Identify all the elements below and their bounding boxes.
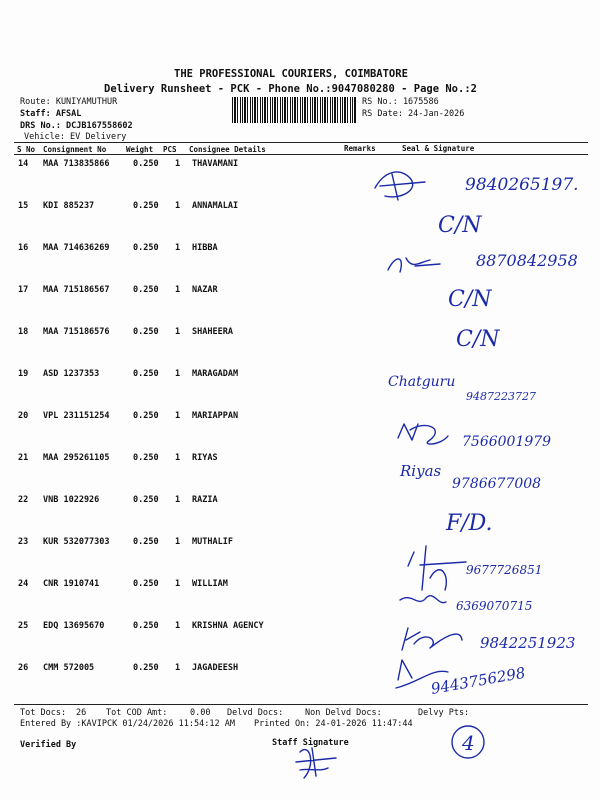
row-pcs: 1 [175,285,181,295]
row-consignment-no: EDQ 13695670 [43,621,105,631]
row-consignee: NAZAR [192,285,218,295]
printed-on: Printed On: 24-01-2026 11:47:44 [254,719,413,729]
staff-signature-label: Staff Signature [272,738,349,748]
delvy-pts-circle [452,726,484,758]
phone-row-21: 9786677008 [452,476,542,492]
row-sno: 20 [18,411,29,421]
row-pcs: 1 [175,201,181,211]
table-row [0,243,600,283]
drs-number: DRS No.: DCJB167558602 [20,121,133,131]
row-consignee: MUTHALIF [192,537,233,547]
row-consignment-no: MAA 715186567 [43,285,110,295]
tot-docs-label: Tot Docs: [20,708,67,718]
phone-row-26: 9443756298 [429,663,527,698]
row-consignee: HIBBA [192,243,218,253]
cn-row-18: C/N [456,327,500,352]
row-weight: 0.250 [133,369,159,379]
row-pcs: 1 [175,411,181,421]
table-row [0,663,600,703]
row-weight: 0.250 [133,285,159,295]
row-consignee: RIYAS [192,453,218,463]
header-rule-bottom [14,154,588,155]
row-sno: 15 [18,201,29,211]
table-row [0,369,600,409]
row-consignee: MARAGADAM [192,369,239,379]
row-pcs: 1 [175,453,181,463]
row-consignment-no: MAA 714636269 [43,243,110,253]
row-weight: 0.250 [133,621,159,631]
company-title: THE PROFESSIONAL COURIERS, COIMBATORE [174,68,408,80]
row-consignee: KRISHNA AGENCY [192,621,264,631]
row-consignee: MARIAPPAN [192,411,239,421]
phone-row-14: 9840265197. [465,175,579,195]
row-pcs: 1 [175,495,181,505]
row-sno: 24 [18,579,29,589]
row-consignment-no: ASD 1237353 [43,369,100,379]
table-row [0,411,600,451]
phone-row-19: 9487223727 [466,390,536,403]
row-consignment-no: CNR 1910741 [43,579,100,589]
row-weight: 0.250 [133,663,159,673]
tot-cod-value: 0.00 [190,708,211,718]
tot-cod-label: Tot COD Amt: [106,708,168,718]
row-consignment-no: CMM 572005 [43,663,95,673]
row-sno: 18 [18,327,29,337]
route-label: Route: KUNIYAMUTHUR [20,97,118,107]
row-consignment-no: KUR 532077303 [43,537,110,547]
barcode [232,97,357,123]
row-consignment-no: VNB 1022926 [43,495,100,505]
row-pcs: 1 [175,369,181,379]
runsheet-subtitle: Delivery Runsheet - PCK - Phone No.:9047080280 - Page No.:2 [104,83,477,95]
table-row [0,159,600,199]
row-weight: 0.250 [133,243,159,253]
row-consignment-no: MAA 715186576 [43,327,110,337]
col-sno: S No [17,145,36,154]
phone-row-23: 9677726851 [466,563,543,577]
row-sno: 23 [18,537,29,547]
col-remarks: Remarks [344,144,376,153]
table-row [0,495,600,535]
row-consignee: SHAHEERA [192,327,233,337]
row-pcs: 1 [175,621,181,631]
row-pcs: 1 [175,327,181,337]
vehicle-label: Vehicle: EV Delivery [24,132,127,142]
phone-row-16: 8870842958 [476,251,578,270]
col-consignee: Consignee Details [189,145,266,154]
col-weight: Weight [126,145,154,154]
row-sno: 14 [18,159,29,169]
row-sno: 26 [18,663,29,673]
row-pcs: 1 [175,159,181,169]
row-sno: 19 [18,369,29,379]
col-consignment: Consignment No [43,145,107,154]
row-weight: 0.250 [133,495,159,505]
phone-row-25: 9842251923 [480,634,576,652]
row-weight: 0.250 [133,453,159,463]
row-weight: 0.250 [133,537,159,547]
row-sno: 17 [18,285,29,295]
row-sno: 22 [18,495,29,505]
row-sno: 16 [18,243,29,253]
row-consignment-no: VPL 231151254 [43,411,110,421]
row-pcs: 1 [175,579,181,589]
table-row [0,453,600,493]
rs-date: RS Date: 24-Jan-2026 [362,109,465,119]
table-row [0,201,600,241]
row-sno: 25 [18,621,29,631]
row-consignee: THAVAMANI [192,159,239,169]
header-rule-top [14,142,588,143]
delvy-pts-label: Delvy Pts: [418,708,470,718]
staff-label: Staff: AFSAL [20,109,82,119]
entered-by: Entered By :KAVIPCK 01/24/2026 11:54:12 AM [20,719,235,729]
table-row [0,579,600,619]
table-row [0,327,600,367]
row-consignee: ANNAMALAI [192,201,239,211]
non-delvd-docs-label: Non Delvd Docs: [305,708,382,718]
rs-number: RS No.: 1675586 [362,97,439,107]
cn-row-15: C/N [438,213,482,238]
verified-by-label: Verified By [20,740,77,750]
row-pcs: 1 [175,537,181,547]
col-seal: Seal & Signature [402,144,475,153]
table-row [0,285,600,325]
row-sno: 21 [18,453,29,463]
row-consignee: RAZIA [192,495,218,505]
row-consignment-no: MAA 713835866 [43,159,110,169]
phone-row-20: 7566001979 [462,434,552,450]
row-weight: 0.250 [133,159,159,169]
delvy-pts-value: 4 [462,731,475,755]
staff-signature-ink [296,748,336,778]
fd-row-22: F/D. [446,511,493,536]
row-weight: 0.250 [133,579,159,589]
row-consignee: WILLIAM [192,579,228,589]
col-pcs: PCS [163,145,177,154]
row-consignment-no: KDI 885237 [43,201,95,211]
signature-row-21: Riyas [400,462,442,480]
table-row [0,621,600,661]
tot-docs-value: 26 [76,708,87,718]
row-consignment-no: MAA 295261105 [43,453,110,463]
row-pcs: 1 [175,663,181,673]
cn-row-17: C/N [448,287,492,312]
delvd-docs-label: Delvd Docs: [227,708,284,718]
row-weight: 0.250 [133,201,159,211]
row-pcs: 1 [175,243,181,253]
footer-rule [14,704,588,705]
table-row [0,537,600,577]
phone-row-24: 6369070715 [456,599,533,613]
signature-row-19: Chatguru [388,374,456,390]
row-weight: 0.250 [133,411,159,421]
row-weight: 0.250 [133,327,159,337]
row-consignee: JAGADEESH [192,663,239,673]
